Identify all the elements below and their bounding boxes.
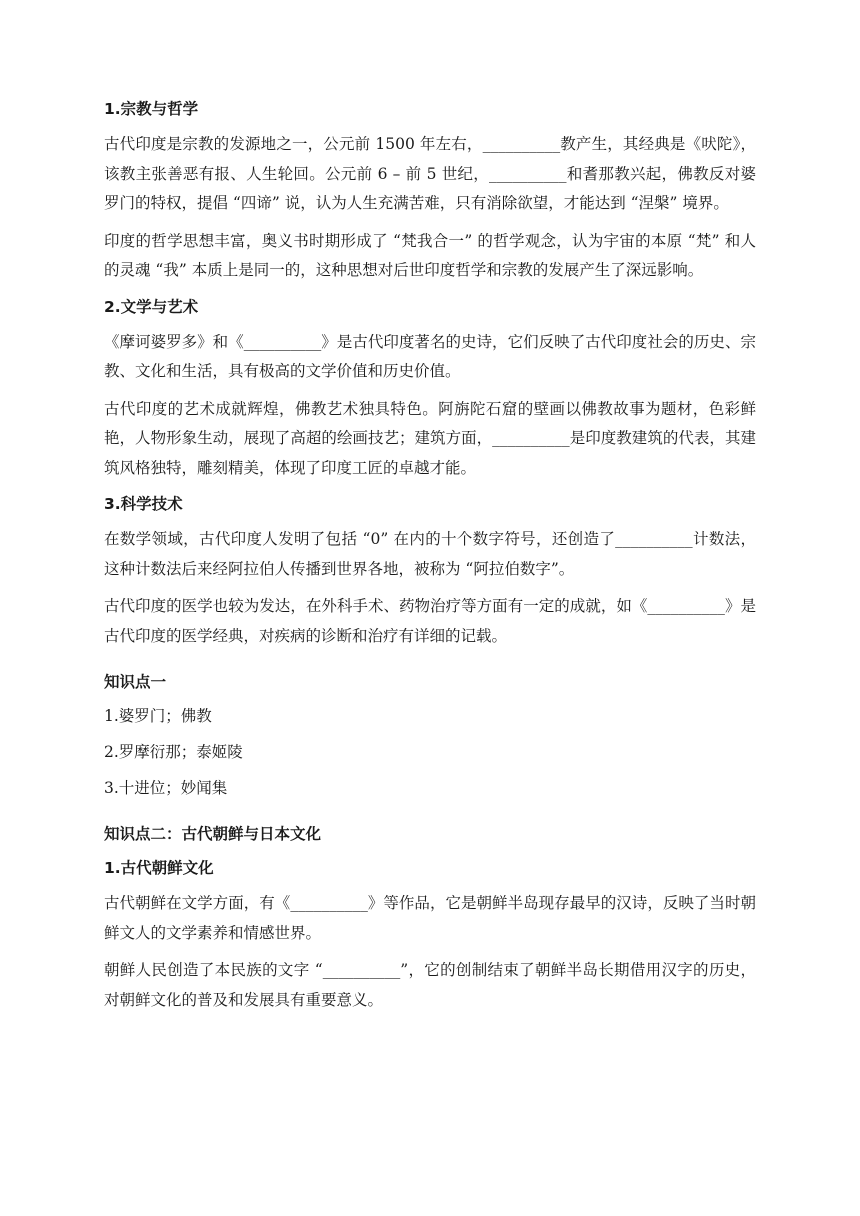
paragraph-philosophy: 印度的哲学思想丰富，奥义书时期形成了 “梵我合一” 的哲学观念，认为宇宙的本原 “梵” 和人的灵魂 “我” 本质上是同一的，这种思想对后世印度哲学和宗教的发展产生了深远影响。: [104, 231, 756, 279]
section-heading-korean-culture: 1.古代朝鲜文化: [104, 859, 214, 877]
paragraph-literature: 《摩诃婆罗多》和《__________》是古代印度著名的史诗，它们反映了古代印度社会的历史、宗教、文化和生活，具有极高的文学价值和历史价值。: [104, 332, 756, 380]
answer-item-2: 2.罗摩衍那；泰姬陵: [104, 743, 243, 761]
paragraph-mathematics: 在数学领域，古代印度人发明了包括 “0” 在内的十个数字符号，还创造了__________计数法，这种计数法后来经阿拉伯人传播到世界各地，被称为 “阿拉伯数字”。: [104, 530, 756, 578]
section-heading-literature-art: 2.文学与艺术: [104, 297, 199, 316]
paragraph-korean-script: 朝鲜人民创造了本民族的文字 “__________”，它的创制结束了朝鲜半岛长期借用汉字的历史，对朝鲜文化的普及和发展具有重要意义。: [104, 961, 756, 1009]
document-content: [104, 96, 756, 1023]
paragraph-korean-literature: 古代朝鲜在文学方面，有《__________》等作品，它是朝鲜半岛现存最早的汉诗，反映了当时朝鲜文人的文学素养和情感世界。: [104, 894, 756, 942]
answer-item-3: 3.十进位；妙闻集: [104, 779, 228, 797]
paragraph-art: 古代印度的艺术成就辉煌，佛教艺术独具特色。阿旃陀石窟的壁画以佛教故事为题材，色彩鲜艳，人物形象生动，展现了高超的绘画技艺；建筑方面，__________是印度教建筑的代表，其建筑风格独特，雕刻精美，体现了印度工匠的卓越才能。: [104, 399, 756, 477]
answers-heading: 知识点一: [104, 673, 167, 691]
section-heading-religion-philosophy: 1.宗教与哲学: [104, 100, 199, 118]
section-heading-science-technology: 3.科学技术: [104, 495, 183, 513]
answer-item-1: 1.婆罗门；佛教: [104, 707, 212, 725]
paragraph-religion: 古代印度是宗教的发源地之一，公元前 1500 年左右，__________教产生，其经典是《吠陀》，该教主张善恶有报、人生轮回。公元前 6 – 前 5 世纪，__________和耆那教兴起，佛教反对婆罗门的特权，提倡 “四谛” 说，认为人生充满苦难，只有消除欲望，才能达到 “涅槃” 境界。: [104, 135, 756, 212]
paragraph-medicine: 古代印度的医学也较为发达，在外科手术、药物治疗等方面有一定的成就，如《__________》是古代印度的医学经典，对疾病的诊断和治疗有详细的记载。: [104, 597, 756, 645]
knowledge-point-two-heading: 知识点二：古代朝鲜与日本文化: [104, 825, 322, 843]
